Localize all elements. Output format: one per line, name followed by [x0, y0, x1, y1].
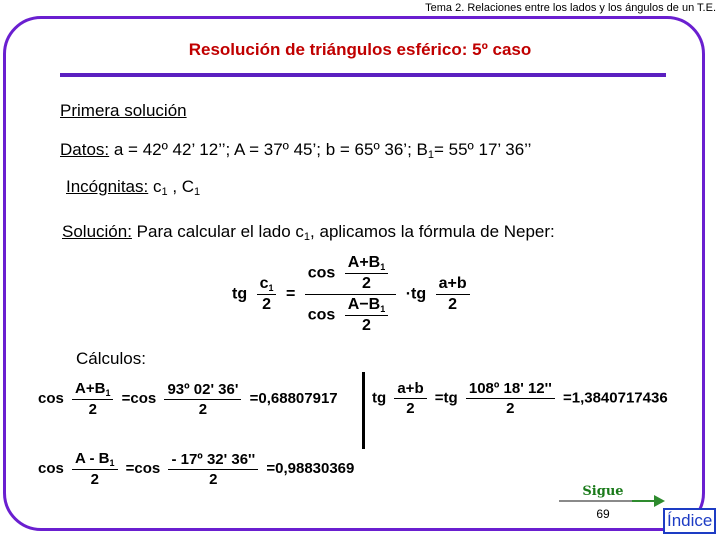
incognitas-c: c [148, 177, 162, 196]
neper-cos-top: cos [307, 264, 336, 282]
calculos-heading: Cálculos: [76, 349, 146, 368]
calc1-eq-cos: =cos [121, 389, 157, 407]
page-number: 69 [596, 507, 610, 521]
datos-text: a = 42º 42’ 12’’; A = 37º 45’; b = 65º 36’; B [109, 140, 428, 159]
calc1-angle-fraction [164, 381, 241, 418]
indice-button[interactable]: Índice [663, 508, 716, 534]
calc3-angle-den: 2 [209, 470, 218, 488]
first-solution-heading: Primera solución [60, 101, 187, 120]
neper-B-sub-top: 1 [380, 262, 386, 272]
neper-sum-den: 2 [362, 275, 371, 292]
neper-B-sub-bottom: 1 [380, 304, 386, 314]
neper-formula [232, 254, 475, 335]
neper-rhs-fraction [305, 254, 397, 335]
incognitas-c-sub: 1 [161, 186, 168, 198]
neper-lhs-fraction [257, 275, 277, 314]
title-underline-rule [60, 73, 666, 77]
calc1-B-sub: 1 [105, 388, 111, 398]
sigue-link[interactable]: Sigue [582, 484, 624, 499]
calculation-divider [362, 372, 365, 449]
datos-subscript: 1 [427, 149, 434, 161]
calc1-fraction [72, 380, 113, 418]
neper-diff-fraction [345, 296, 388, 335]
incognitas-C-sub: 1 [194, 186, 201, 198]
slide-header: Tema 2. Relaciones entre los lados y los ángulos de un T.E. [425, 2, 716, 14]
neper-equals: = [285, 285, 296, 303]
calc2-fraction [394, 380, 426, 417]
next-arrow-icon[interactable] [632, 493, 666, 509]
neper-a-plus-b: a+b [436, 275, 470, 295]
neper-ab-fraction [436, 275, 470, 314]
neper-c: c [259, 275, 269, 292]
calc1-AB: A+B [75, 380, 106, 397]
solucion-sub: 1 [303, 231, 311, 243]
neper-A-minus-B: A−B [347, 296, 381, 313]
calc-cos-diff [38, 450, 354, 488]
calc3-den: 2 [90, 471, 99, 488]
neper-dot-tg: ·tg [405, 285, 427, 303]
calc3-angle-fraction [168, 451, 258, 488]
calc3-cos: cos [38, 459, 64, 477]
calc2-tg: tg [372, 389, 387, 407]
calc1-angle: 93º 02' 36' [164, 381, 241, 400]
neper-c-sub: 1 [268, 283, 274, 293]
neper-diff-den: 2 [362, 317, 371, 334]
incognitas-line [66, 177, 200, 198]
calc2-ab: a+b [394, 380, 426, 399]
calc3-B-sub: 1 [109, 458, 115, 468]
calc1-angle-den: 2 [198, 400, 208, 418]
calc3-fraction [72, 450, 117, 488]
calc2-den: 2 [406, 400, 415, 417]
calc2-angle: 108º 18' 12'' [466, 380, 555, 399]
calc3-eq-cos: =cos [125, 459, 161, 477]
calc-tg-sum [372, 380, 668, 417]
incognitas-C: , C [167, 177, 195, 196]
datos-label: Datos: [60, 140, 110, 159]
neper-cos-bottom: cos [307, 306, 336, 324]
calc2-eq-tg: =tg [434, 389, 458, 407]
neper-ab-den: 2 [448, 296, 458, 313]
calc2-result: =1,3840717436 [562, 389, 668, 407]
neper-sum-fraction [345, 254, 388, 293]
neper-tg: tg [232, 285, 248, 303]
datos-line [60, 140, 531, 161]
calc3-angle: - 17º 32' 36'' [168, 451, 258, 470]
solucion-text-end: , aplicamos la fórmula de Neper: [310, 222, 555, 241]
calc2-angle-fraction [466, 380, 555, 417]
calc1-den: 2 [88, 401, 97, 418]
incognitas-label: Incógnitas: [66, 177, 149, 196]
calc3-result: =0,98830369 [266, 459, 355, 477]
calc2-angle-den: 2 [506, 400, 515, 417]
solucion-line [62, 222, 555, 243]
solucion-label: Solución: [62, 222, 132, 241]
calc-cos-sum [38, 380, 338, 418]
solucion-text: Para calcular el lado c [131, 222, 304, 241]
calc3-AB: A - B [75, 450, 110, 467]
calc1-cos: cos [38, 389, 64, 407]
neper-A-plus-B: A+B [347, 254, 381, 271]
neper-lhs-den: 2 [262, 296, 271, 313]
datos-text-end: = 55º 17’ 36’’ [434, 140, 532, 159]
slide-title: Resolución de triángulos esférico: 5º caso [188, 40, 532, 59]
calc1-result: =0,68807917 [249, 389, 338, 407]
